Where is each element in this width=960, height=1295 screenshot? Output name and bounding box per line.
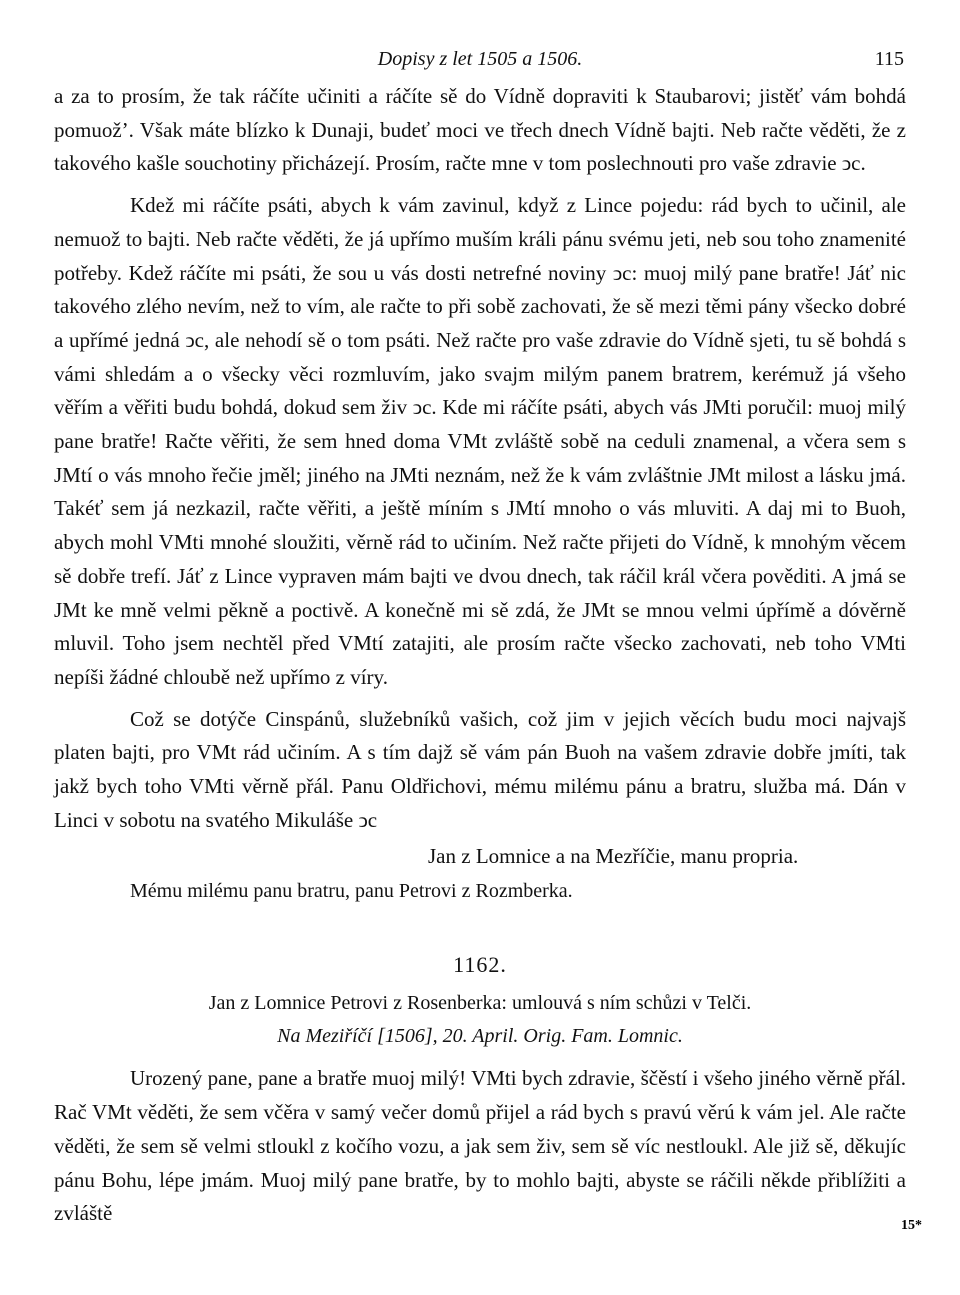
paragraph-closing: Což se dotýče Cinspánů, služebníků vašich, což jim v jejich věcích budu moci najvajš platen bajti, pro VMt rád učiním. A s tím dajž sě vám pán Buoh na vašem zdravie dobře jmíti, tak jakž bych toho VMti věrně přál. Panu Oldřichovi, mému milému pánu a bratru, služba má. Dán v Linci v sobotu na svatého Mikuláše ͻc [54, 706, 906, 832]
document-number: 1162. [453, 952, 507, 978]
running-title: Dopisy z let 1505 a 1506. [377, 48, 583, 70]
paragraph-continuation: a za to prosím, že tak ráčíte učiniti a ráčíte sě do Vídně dopraviti k Staubarovi; jistěť vám bohdá pomuož’. Však máte blízko k Dunaji, budeť moci ve třech dnech Vídně bajti. Neb račte věděti, že z takového kašle souchotiny přicházejí. Prosím, račte mne v tom poslechnouti pro vaše zdravie ͻc. [54, 84, 906, 176]
page-number: 115 [874, 48, 904, 70]
running-head [54, 44, 906, 74]
signature-mark: 15* [901, 1218, 922, 1233]
letter-address: Mému milému panu bratru, panu Petrovi z Rozmberka. [130, 880, 573, 903]
letter-paragraph: Urozený pane, pane a bratře muoj milý! VMti bych zdravie, ščěstí i všeho jiného věrně přál. Rač VMt věděti, že sem včěra v samý večer domů přijel a rád bych s pravú věrú k vám jel. Ale račte věděti, že sem sě velmi stloukl z kočího vozu, a jak sem živ, sem sě víc nestloukl. Ale již sě, děkujíc pánu Bohu, lépe jmám. Muoj milý pane bratře, by to mohlo bajti, abyste se ráčili někde přiblížiti a zvláště [54, 1066, 906, 1226]
page [54, 44, 906, 1231]
letter-signature: Jan z Lomnice a na Mezříčie, manu propria. [428, 844, 799, 869]
paragraph: Kdež mi ráčíte psáti, abych k vám zavinul, když z Lince pojedu: rád bych to učinil, ale nemuož to bajti. Neb račte věděti, že já upřímo muším králi pánu svému jeti, neb sou toho znamenité potřeby. Kdež ráčíte mi psáti, že sou u vás dosti netrefné noviny ͻc: muoj milý pane bratře! Jáť nic takového zlého nevím, než to vím, ale račte to při sobě zachovati, že sě mezi těmi pány všecko dobré a upřímé jedná ͻc, ale nehodí sě o tom psáti. Než račte pro vaše zdravie do Vídně sjeti, tu sě bohdá s vámi shledám a o všecky věci rozmluvím, jako svajm milým panem bratrem, kerémuž já všeho věřím a věřiti budu bohdá, dokud sem živ ͻc. Kde mi ráčíte psáti, abych vás JMti poručil: muoj milý pane bratře! Račte věřiti, že sem hned doma VMt zvláště sobě na ceduli znamenal, a včera sem s JMtí o vás mnoho řečie jměl; jiného na JMti neznám, než že k vám zvláštnie JMt milost a lásku jmá. Takéť sem já nezkazil, račte věřiti, a ještě míním s JMtí mnoho o vás mluviti. A daj mi to Buoh, abych mohl VMti mnohé sloužiti, věrně rád to učiním. Než račte přijeti do Vídně, k mnohým věcem sě dobře trefí. Jáť z Lince vypraven mám bajti ve dvou dnech, tak ráčil král včera pověditi. A jmá se JMt ke mně velmi pěkně a poctivě. A konečně mi sě zdá, že JMt se mnou velmi úpřímě a dóvěrně mluvil. Toho jsem nechtěl před VMtí zatajiti, ale prosím račte všecko zachovati, neb toho VMti nepíši žádné chloubě než upřímo z víry. [54, 193, 906, 689]
document-source: Na Meziříčí [1506], 20. April. Orig. Fam. Lomnic. [277, 1025, 683, 1048]
document-summary: Jan z Lomnice Petrovi z Rosenberka: umlouvá s ním schůzi v Telči. [208, 992, 752, 1015]
